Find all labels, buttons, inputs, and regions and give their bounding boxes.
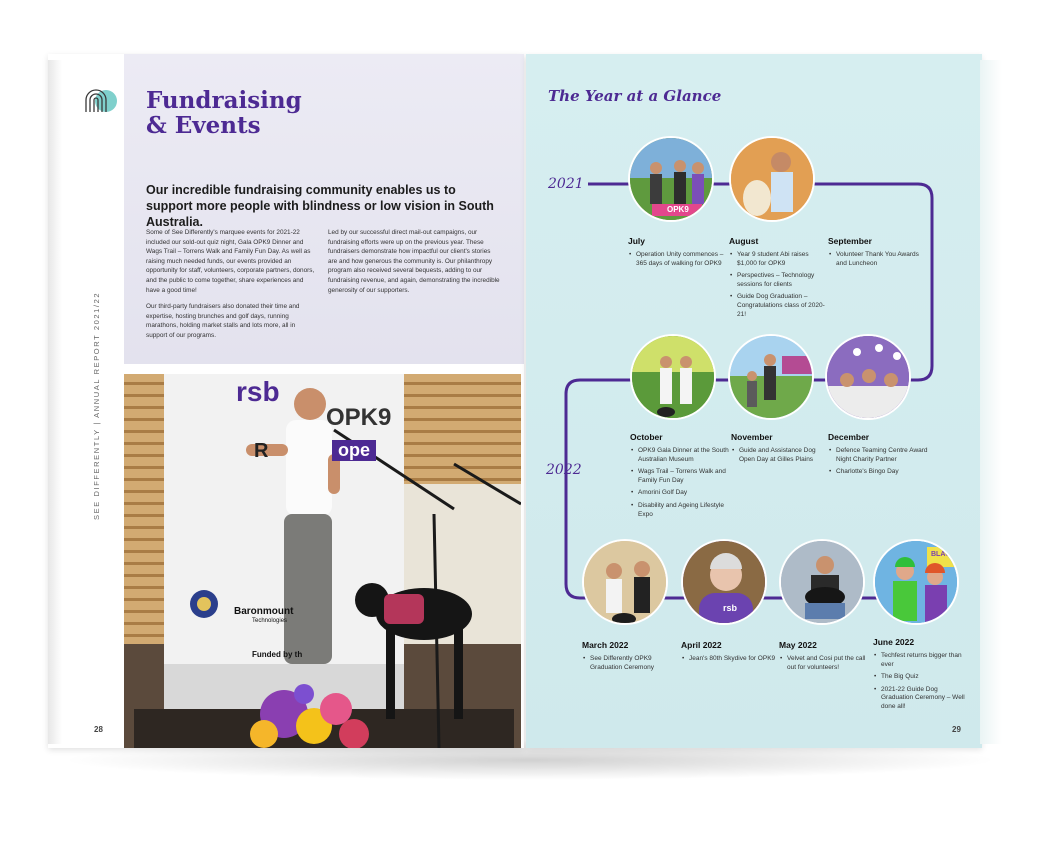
event-photo-april-shirt: rsb	[723, 603, 738, 613]
month-label-october: October	[630, 432, 663, 442]
event-list-december	[828, 447, 936, 481]
list-item: • Wags Trail – Torrens Walk and Family Fun Day	[638, 468, 732, 485]
lead-paragraph: Our incredible fundraising community enables us to support more people with blindness or low vision in South Australia.	[146, 183, 494, 229]
body-paragraph: Led by our successful direct mail-out campaigns, our fundraising efforts were up on the previous year. These fundraisers demonstrate how impactful our client's stories are and how generous the community is. Our philanthropy program also received several bequests, adding to our fundraising revenue, and again, demonstrating the incredible generosity of our supporters.	[328, 229, 500, 294]
list-item: • Techfest returns bigger than ever	[881, 652, 967, 669]
event-photo-july-sign: OPK9	[667, 205, 689, 214]
page-number-right: 29	[952, 725, 961, 734]
list-item: • The Big Quiz	[881, 673, 967, 682]
event-photo-october	[630, 334, 716, 420]
event-list-june-2022	[873, 652, 967, 716]
month-label-august: August	[729, 236, 759, 246]
year-label-2022: 2022	[546, 462, 582, 478]
title-line-1: Fundraising	[146, 87, 302, 114]
month-label-november: November	[731, 432, 773, 442]
event-photo-march	[582, 539, 668, 625]
running-side-text: SEE DIFFERENTLY | ANNUAL REPORT 2021/22	[92, 291, 101, 520]
banner-sub-text: ope	[332, 440, 376, 461]
body-paragraph: Our third-party fundraisers also donated their time and expertise, hosting brunches and golf days, running marathons, holding market stalls and lots more, all in support of our programs.	[146, 303, 300, 339]
list-item: • See Differently OPK9 Graduation Ceremony	[590, 655, 682, 672]
event-photo-august	[729, 136, 815, 222]
month-label-december: December	[828, 432, 870, 442]
event-list-may-2022	[779, 655, 875, 676]
month-label-march-2022: March 2022	[582, 640, 629, 650]
sponsor-logo-text: Baronmount	[234, 606, 294, 617]
list-item: • Jean's 80th Skydive for OPK9	[689, 655, 779, 664]
body-paragraph: Some of See Differently's marquee events for 2021-22 included our sold-out quiz night, Gala OPK9 Dinner and Wags Trail – Torrens Walk and Family Fun Day. As well as raising much needed funds, our events provided an opportunity for staff, volunteers, corporate partners, donors, and the public to come together, share experiences and have a good time!	[146, 229, 315, 294]
year-label-2021: 2021	[548, 176, 584, 192]
month-label-june-2022: June 2022	[873, 637, 915, 647]
banner-sub-prefix: R	[254, 440, 269, 462]
list-item: • 2021-22 Guide Dog Graduation Ceremony – Well done all!	[881, 686, 967, 712]
timeline-title: The Year at a Glance	[548, 87, 722, 105]
list-item: • Guide Dog Graduation – Congratulations class of 2020-21!	[737, 293, 827, 319]
list-item: • Year 9 student Abi raises $1,000 for OPK9	[737, 251, 827, 268]
event-list-july	[628, 251, 728, 272]
funded-by-text: Funded by th	[252, 650, 303, 659]
event-photo-november	[728, 334, 814, 420]
banner-brand-text: rsb	[236, 376, 280, 407]
event-list-november	[731, 447, 831, 468]
list-item: • Operation Unity commences – 365 days of walking for OPK9	[636, 251, 728, 268]
event-list-september	[828, 251, 931, 272]
event-list-april-2022	[681, 655, 779, 668]
list-item: • Volunteer Thank You Awards and Luncheon	[836, 251, 931, 268]
event-photo-december	[825, 334, 911, 420]
event-list-october	[630, 447, 732, 523]
list-item: • OPK9 Gala Dinner at the South Australian Museum	[638, 447, 732, 464]
month-label-may-2022: May 2022	[779, 640, 817, 650]
event-photo-may	[779, 539, 865, 625]
list-item: • Velvet and Cosi put the call out for volunteers!	[787, 655, 875, 672]
list-item: • Defence Teaming Centre Award Night Charity Partner	[836, 447, 936, 464]
event-photo-june	[873, 539, 959, 625]
month-label-july: July	[628, 236, 646, 246]
month-label-september: September	[828, 236, 872, 246]
page-number-left: 28	[94, 725, 103, 734]
event-photo-july	[628, 136, 714, 222]
list-item: • Guide and Assistance Dog Open Day at Gilles Plains	[739, 447, 831, 464]
banner-opk9-text: OPK9	[326, 404, 392, 431]
list-item: • Perspectives – Technology sessions for clients	[737, 272, 827, 289]
month-label-april-2022: April 2022	[681, 640, 722, 650]
sponsor-sub-text: Technologies	[252, 618, 288, 624]
title-line-2: & Events	[146, 112, 261, 139]
event-photo-june-sign: BLACK	[931, 551, 956, 558]
event-photo-april	[681, 539, 767, 625]
list-item: • Amorini Golf Day	[638, 489, 732, 498]
list-item: • Charlotte's Bingo Day	[836, 468, 936, 477]
list-item: • Disability and Ageing Lifestyle Expo	[638, 502, 732, 519]
event-list-march-2022	[582, 655, 682, 676]
event-list-august	[729, 251, 827, 323]
